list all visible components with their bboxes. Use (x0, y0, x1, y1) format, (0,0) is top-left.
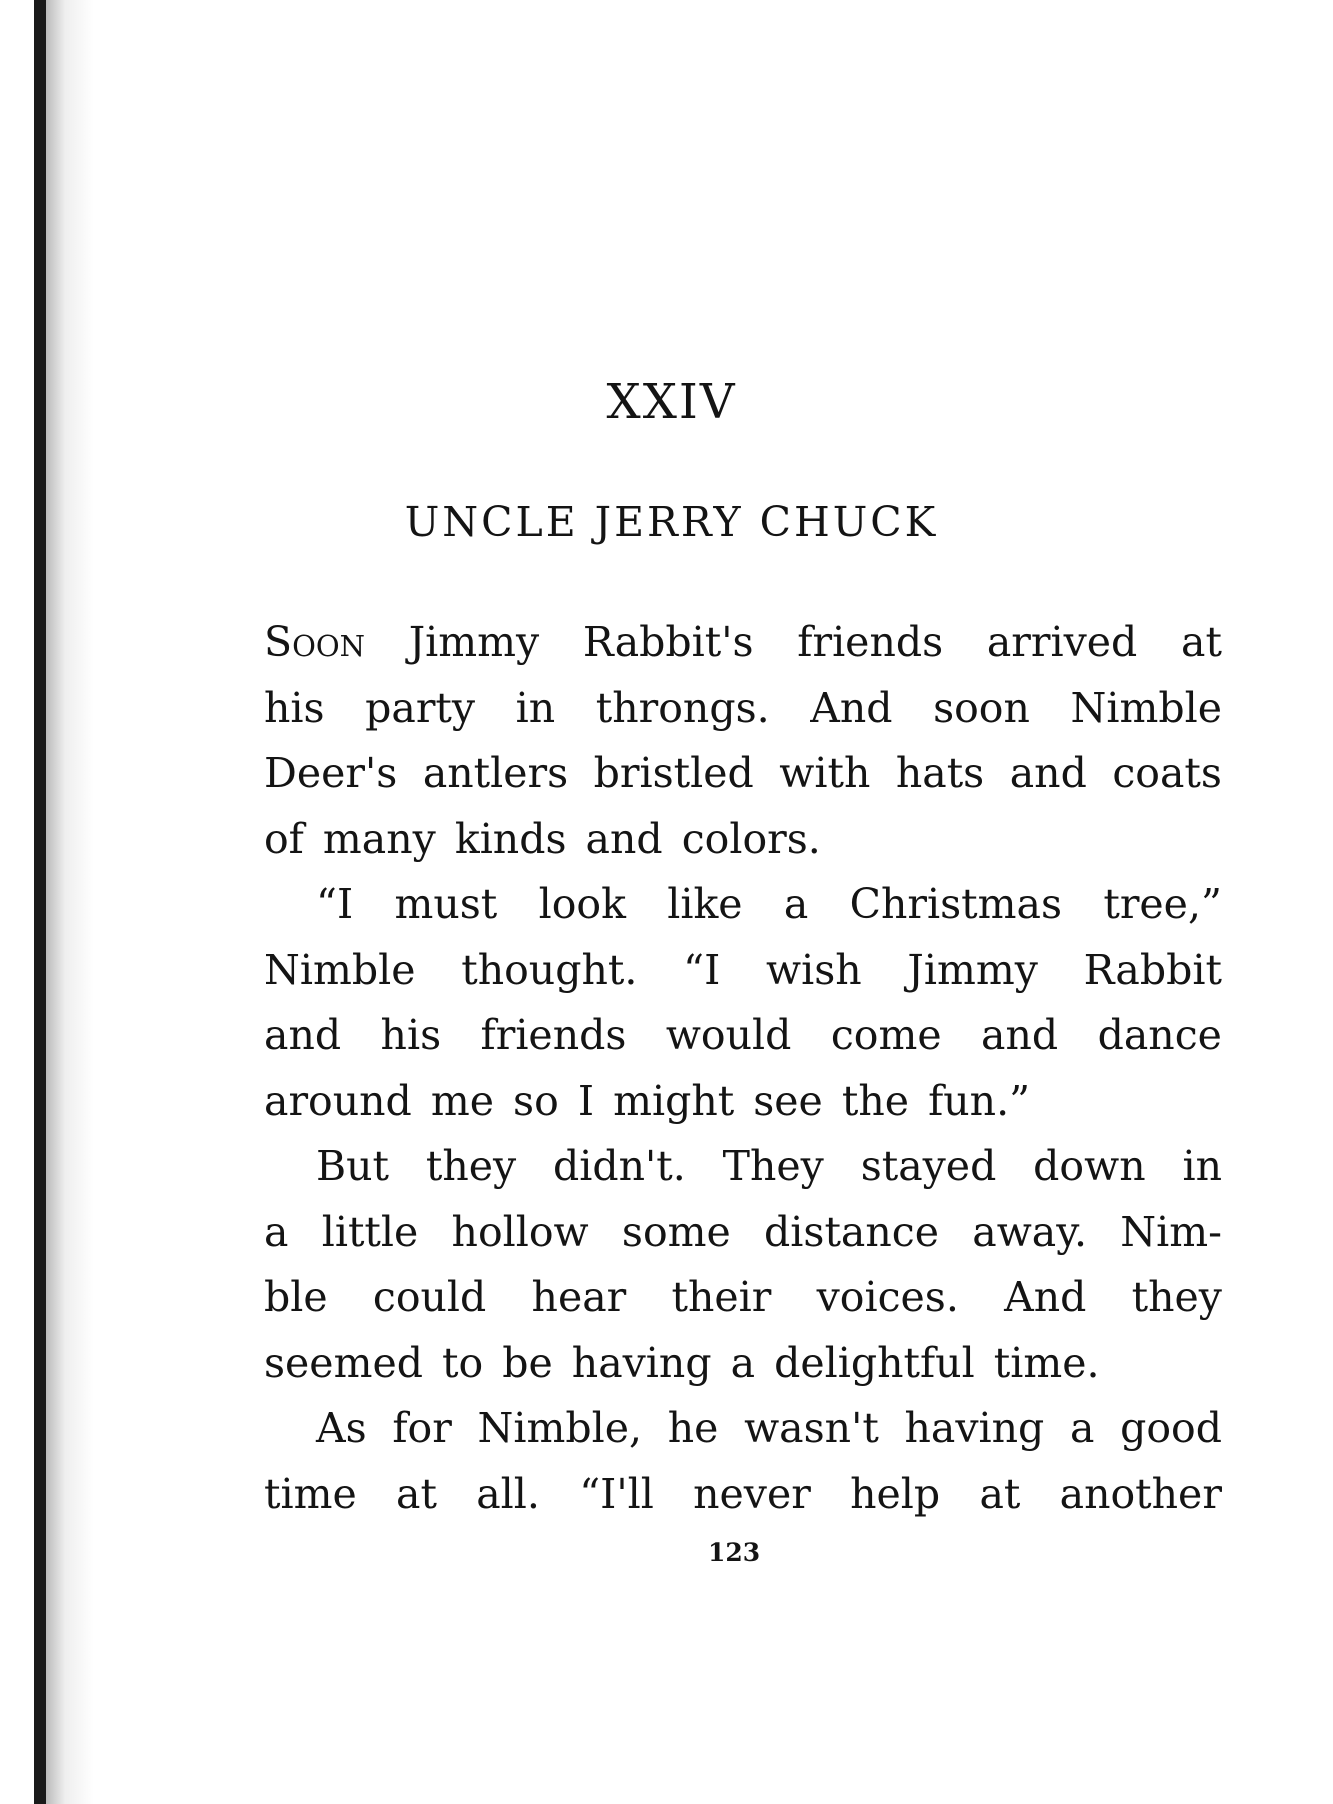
body-text (264, 610, 1222, 1527)
word: But (316, 1142, 390, 1190)
text-line (264, 741, 1222, 807)
word: They (722, 1142, 824, 1190)
word: Rabbit (1083, 945, 1222, 994)
word: ble (264, 1273, 328, 1321)
word: didn't. (553, 1142, 686, 1190)
word: for (392, 1404, 452, 1452)
word: a (783, 880, 809, 928)
text-line (264, 1462, 1222, 1528)
book-binding-edge (34, 0, 46, 1804)
word: so (513, 1076, 559, 1125)
text-line (264, 1069, 1222, 1135)
word: Nimble (264, 945, 416, 994)
word: in (1182, 1142, 1222, 1190)
word: might (613, 1076, 735, 1125)
word: in (515, 683, 556, 732)
word: And (1004, 1273, 1087, 1321)
word: many (322, 814, 436, 863)
word: bristled (593, 749, 754, 797)
word: kinds (454, 814, 567, 863)
text-line (264, 1265, 1222, 1331)
word: “I'll (579, 1469, 654, 1518)
word: I (577, 1076, 595, 1125)
word: Nimble (1070, 683, 1222, 732)
word: having (904, 1404, 1045, 1452)
word: friends (797, 618, 944, 666)
word: Soon (264, 618, 366, 666)
word: And (810, 683, 893, 732)
word: friends (480, 1011, 627, 1059)
text-line (264, 676, 1222, 742)
word: good (1120, 1404, 1222, 1452)
word: me (430, 1076, 494, 1125)
text-line (264, 872, 1222, 938)
word: a (1069, 1404, 1095, 1452)
word: wish (766, 945, 862, 994)
word: soon (933, 683, 1030, 732)
word: with (779, 749, 871, 797)
text-line (264, 1003, 1222, 1069)
word: and (585, 814, 663, 863)
word: some (621, 1207, 731, 1256)
word: around (264, 1076, 412, 1125)
word: seemed (264, 1338, 423, 1387)
word: Rabbit's (582, 618, 754, 666)
word: his (380, 1011, 442, 1059)
word: colors. (681, 814, 821, 863)
word: hats (895, 749, 985, 797)
word: to (442, 1338, 484, 1387)
text-line (264, 610, 1222, 676)
chapter-number: XXIV (606, 374, 737, 430)
word: never (693, 1469, 811, 1518)
word: little (321, 1207, 419, 1256)
word: and (264, 1011, 342, 1059)
word: party (365, 683, 476, 732)
word: the (841, 1076, 910, 1125)
word: he (667, 1404, 719, 1452)
word: dance (1097, 1011, 1222, 1059)
word: they (1131, 1273, 1222, 1321)
word: having (571, 1338, 712, 1387)
word: a (264, 1207, 289, 1256)
word: look (538, 880, 626, 928)
word: Deer's (264, 749, 398, 797)
text-line (264, 1200, 1222, 1266)
word: throngs. (595, 683, 770, 732)
word: another (1059, 1469, 1222, 1518)
word: antlers (422, 749, 569, 797)
word: and (981, 1011, 1059, 1059)
word: must (394, 880, 498, 928)
text-line (264, 1134, 1222, 1200)
word: see (753, 1076, 823, 1125)
page-number: 123 (708, 1538, 761, 1567)
word: Nim- (1120, 1207, 1222, 1256)
word: of (264, 814, 304, 863)
word: delightful (774, 1338, 975, 1387)
chapter-title: UNCLE JERRY CHUCK (404, 498, 939, 546)
word: arrived (986, 618, 1138, 666)
word: “I (316, 880, 354, 928)
word: fun.” (928, 1076, 1031, 1125)
text-line (264, 1396, 1222, 1462)
word: they (425, 1142, 517, 1190)
word: tree,” (1103, 880, 1222, 928)
word: Jimmy (907, 945, 1038, 994)
word: away. (972, 1207, 1087, 1256)
word: hollow (451, 1207, 589, 1256)
word: at (979, 1469, 1021, 1518)
book-binding-shadow (46, 0, 94, 1804)
text-line (264, 1331, 1222, 1397)
word: wasn't (744, 1404, 879, 1452)
word: voices. (816, 1273, 959, 1321)
word: Nimble, (477, 1404, 643, 1452)
word: a (730, 1338, 756, 1387)
word: thought. (461, 945, 638, 994)
word: would (665, 1011, 792, 1059)
word: at (1181, 618, 1222, 666)
word: come (830, 1011, 942, 1059)
word: at (396, 1469, 437, 1518)
word: their (671, 1273, 772, 1321)
word: coats (1112, 749, 1222, 797)
word: down (1033, 1142, 1146, 1190)
text-line (264, 807, 1222, 873)
word: stayed (860, 1142, 997, 1190)
word: could (372, 1273, 487, 1321)
word: his (264, 683, 325, 732)
word: As (316, 1404, 367, 1452)
word: all. (476, 1469, 540, 1518)
word: and (1009, 749, 1087, 797)
word: time (264, 1469, 357, 1518)
word: be (502, 1338, 553, 1387)
word: time. (993, 1338, 1100, 1387)
text-line (264, 938, 1222, 1004)
word: Christmas (849, 880, 1063, 928)
word: help (850, 1469, 941, 1518)
word: distance (764, 1207, 939, 1256)
word: hear (531, 1273, 627, 1321)
word: “I (683, 945, 721, 994)
word: like (667, 880, 743, 928)
word: Jimmy (408, 618, 540, 666)
